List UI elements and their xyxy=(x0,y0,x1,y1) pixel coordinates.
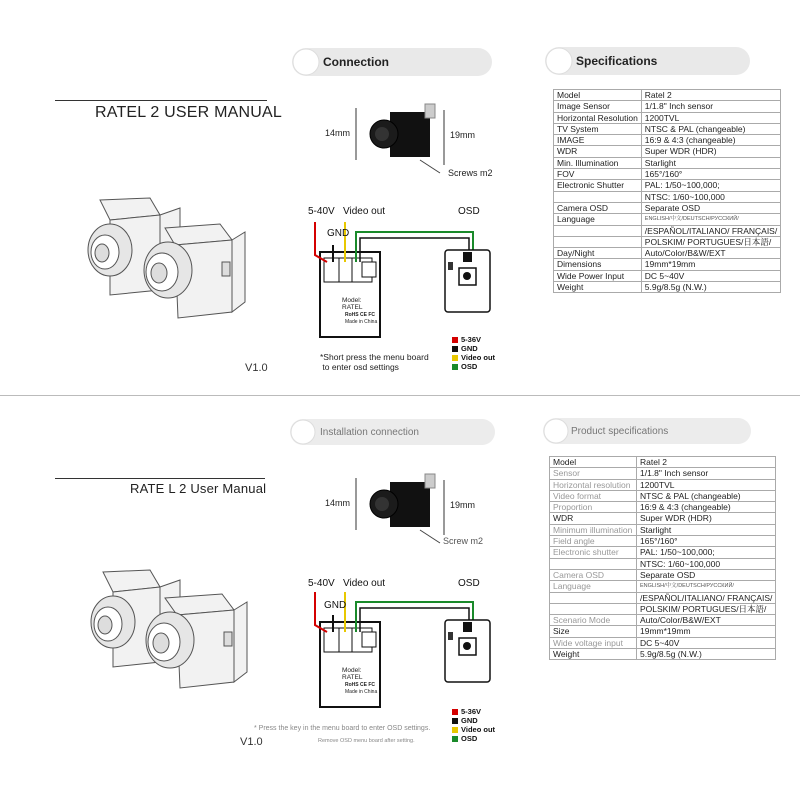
spec-row xyxy=(550,490,776,501)
spec-key: Field angle xyxy=(550,536,637,547)
spec-row xyxy=(550,457,776,468)
spec-value: NTSC & PAL (changeable) xyxy=(637,490,776,501)
video-out-label: Video out xyxy=(343,206,386,217)
spec-key: Day/Night xyxy=(554,248,642,259)
spec-key: Min. Illumination xyxy=(554,157,642,168)
spec-row xyxy=(550,502,776,513)
spec-value: 1/1.8" Inch sensor xyxy=(641,101,780,112)
spec-row xyxy=(550,547,776,558)
dim-left-label: 14mm xyxy=(325,128,351,138)
legend-item: OSD xyxy=(452,734,477,743)
spec-row xyxy=(554,157,781,168)
legend-item: GND xyxy=(452,716,478,725)
voltage-label: 5-40V xyxy=(308,206,335,217)
spec-value: 165°/160° xyxy=(641,169,780,180)
screws-label: Screws m2 xyxy=(448,168,493,178)
spec-key: Image Sensor xyxy=(554,101,642,112)
osd-note-secondary: Remove OSD menu board after setting. xyxy=(318,738,415,744)
spec-row xyxy=(554,270,781,281)
spec-table xyxy=(553,89,781,293)
spec-key: Minimum illumination xyxy=(550,524,637,535)
screw-label: Screw m2 xyxy=(443,536,484,546)
spec-value: 16:9 & 4:3 (changeable) xyxy=(637,502,776,513)
spec-row xyxy=(554,202,781,213)
spec-key: Horizontal resolution xyxy=(550,479,637,490)
spec-key: Wide voltage input xyxy=(550,637,637,648)
spec-value: POLSKIM/ PORTUGUES/日本語/ xyxy=(637,603,776,614)
spec-key: Sensor xyxy=(550,468,637,479)
spec-row xyxy=(554,135,781,146)
connection-title: Connection xyxy=(323,55,389,69)
specifications-title: Specifications xyxy=(576,54,658,68)
camera-drawing xyxy=(88,198,245,318)
spec-row xyxy=(550,468,776,479)
wiring-diagram-top xyxy=(315,222,490,337)
spec-value: NTSC & PAL (changeable) xyxy=(641,123,780,134)
spec-row xyxy=(554,225,781,236)
gnd-label: GND xyxy=(327,228,350,239)
spec-key: Model xyxy=(554,90,642,101)
spec-key xyxy=(554,225,642,236)
spec-row xyxy=(554,169,781,180)
spec-key: Camera OSD xyxy=(554,202,642,213)
spec-value: ENGLISH/中文/DEUTSCH/РУССКИЙ/ xyxy=(637,581,776,592)
spec-row xyxy=(554,123,781,134)
spec-value: PAL: 1/50~100,000; xyxy=(641,180,780,191)
osd-note: *Short press the menu board to enter osd settings xyxy=(320,352,429,372)
spec-value: 165°/160° xyxy=(637,536,776,547)
spec-row xyxy=(554,282,781,293)
spec-key xyxy=(550,603,637,614)
legend-item: 5-36V xyxy=(452,335,481,344)
spec-key: Electronic shutter xyxy=(550,547,637,558)
rohs-label: RoHS CE FC xyxy=(345,682,375,688)
spec-value: 5.9g/8.5g (N.W.) xyxy=(637,649,776,660)
spec-row xyxy=(554,90,781,101)
spec-value: PAL: 1/50~100,000; xyxy=(637,547,776,558)
mini-camera-top xyxy=(356,104,444,173)
spec-value: Separate OSD xyxy=(637,569,776,580)
spec-key: Scenario Mode xyxy=(550,615,637,626)
spec-key: Model xyxy=(550,457,637,468)
legend-item: Video out xyxy=(452,725,495,734)
spec-table xyxy=(549,456,776,660)
rohs-label: RoHS CE FC xyxy=(345,312,375,318)
spec-value: Super WDR (HDR) xyxy=(637,513,776,524)
legend-item: GND xyxy=(452,344,478,353)
spec-key xyxy=(554,236,642,247)
spec-row xyxy=(550,479,776,490)
spec-key: Video format xyxy=(550,490,637,501)
spec-key: WDR xyxy=(550,513,637,524)
spec-value: POLSKIM/ PORTUGUES/日本語/ xyxy=(641,236,780,247)
spec-value: DC 5~40V xyxy=(637,637,776,648)
product-specifications-title: Product specifications xyxy=(571,426,669,437)
spec-value: 19mm*19mm xyxy=(637,626,776,637)
spec-row xyxy=(550,603,776,614)
spec-row xyxy=(554,214,781,225)
model-label: Model: RATEL xyxy=(342,297,363,311)
spec-key: Weight xyxy=(550,649,637,660)
mini-camera-bottom xyxy=(356,474,444,543)
spec-row xyxy=(550,649,776,660)
spec-value: 19mm*19mm xyxy=(641,259,780,270)
spec-key: FOV xyxy=(554,169,642,180)
voltage-label: 5-40V xyxy=(308,578,335,589)
spec-value: /ESPAÑOL/ITALIANO/ FRANÇAIS/ xyxy=(641,225,780,236)
osd-label: OSD xyxy=(458,578,480,589)
spec-key: IMAGE xyxy=(554,135,642,146)
spec-key: Wide Power Input xyxy=(554,270,642,281)
spec-row xyxy=(550,524,776,535)
model-label: Model: RATEL xyxy=(342,667,363,681)
gnd-label: GND xyxy=(324,600,347,611)
manual-bottom-version xyxy=(0,400,800,800)
legend-item: Video out xyxy=(452,353,495,362)
spec-key: Language xyxy=(554,214,642,225)
spec-key: WDR xyxy=(554,146,642,157)
spec-key xyxy=(550,592,637,603)
spec-value: NTSC: 1/60~100,000 xyxy=(641,191,780,202)
spec-row xyxy=(554,146,781,157)
spec-value: Auto/Color/B&W/EXT xyxy=(637,615,776,626)
spec-key xyxy=(550,558,637,569)
spec-value: Starlight xyxy=(641,157,780,168)
spec-row xyxy=(550,626,776,637)
manual-title: RATE L 2 User Manual xyxy=(130,481,267,496)
dim-left-label: 14mm xyxy=(325,498,351,508)
spec-row xyxy=(550,592,776,603)
spec-value: 1200TVL xyxy=(637,479,776,490)
spec-key: Size xyxy=(550,626,637,637)
installation-connection-title: Installation connection xyxy=(320,427,419,438)
spec-row xyxy=(554,259,781,270)
manual-title: RATEL 2 USER MANUAL xyxy=(95,104,282,121)
made-in-label: Made in China xyxy=(345,689,378,695)
spec-value: 1200TVL xyxy=(641,112,780,123)
spec-row xyxy=(550,581,776,592)
spec-row xyxy=(554,112,781,123)
spec-value: Starlight xyxy=(637,524,776,535)
spec-row xyxy=(550,513,776,524)
dim-right-label: 19mm xyxy=(450,130,476,140)
camera-drawing xyxy=(91,570,247,688)
spec-value: DC 5~40V xyxy=(641,270,780,281)
spec-key: Dimensions xyxy=(554,259,642,270)
dim-right-label: 19mm xyxy=(450,500,476,510)
spec-value: Super WDR (HDR) xyxy=(641,146,780,157)
osd-label: OSD xyxy=(458,206,480,217)
made-in-label: Made in China xyxy=(345,319,378,325)
spec-key: Camera OSD xyxy=(550,569,637,580)
spec-value: 16:9 & 4:3 (changeable) xyxy=(641,135,780,146)
spec-row xyxy=(554,248,781,259)
spec-value: Ratel 2 xyxy=(641,90,780,101)
spec-key: Weight xyxy=(554,282,642,293)
spec-key xyxy=(554,191,642,202)
page-divider xyxy=(0,395,800,396)
spec-value: 5.9g/8.5g (N.W.) xyxy=(641,282,780,293)
spec-key: Electronic Shutter xyxy=(554,180,642,191)
legend-item: 5-36V xyxy=(452,707,481,716)
spec-value: Auto/Color/B&W/EXT xyxy=(641,248,780,259)
spec-row xyxy=(550,558,776,569)
video-out-label: Video out xyxy=(343,578,386,589)
version-label: V1.0 xyxy=(240,736,263,748)
spec-value: /ESPAÑOL/ITALIANO/ FRANÇAIS/ xyxy=(637,592,776,603)
spec-value: 1/1.8" Inch sensor xyxy=(637,468,776,479)
spec-value: Ratel 2 xyxy=(637,457,776,468)
spec-row xyxy=(554,180,781,191)
spec-row xyxy=(550,569,776,580)
spec-value: Separate OSD xyxy=(641,202,780,213)
spec-row xyxy=(554,101,781,112)
spec-key: Horizontal Resolution xyxy=(554,112,642,123)
spec-value: ENGLISH/中文/DEUTSCH/РУССКИЙ/ xyxy=(641,214,780,225)
spec-row xyxy=(554,191,781,202)
spec-row xyxy=(550,637,776,648)
spec-value: NTSC: 1/60~100,000 xyxy=(637,558,776,569)
osd-note: * Press the key in the menu board to enter OSD settings. xyxy=(254,725,431,732)
spec-row xyxy=(550,615,776,626)
version-label: V1.0 xyxy=(245,362,268,374)
spec-row xyxy=(550,536,776,547)
spec-row xyxy=(554,236,781,247)
spec-key: Language xyxy=(550,581,637,592)
spec-key: Proportion xyxy=(550,502,637,513)
spec-key: TV System xyxy=(554,123,642,134)
legend-item: OSD xyxy=(452,362,477,371)
